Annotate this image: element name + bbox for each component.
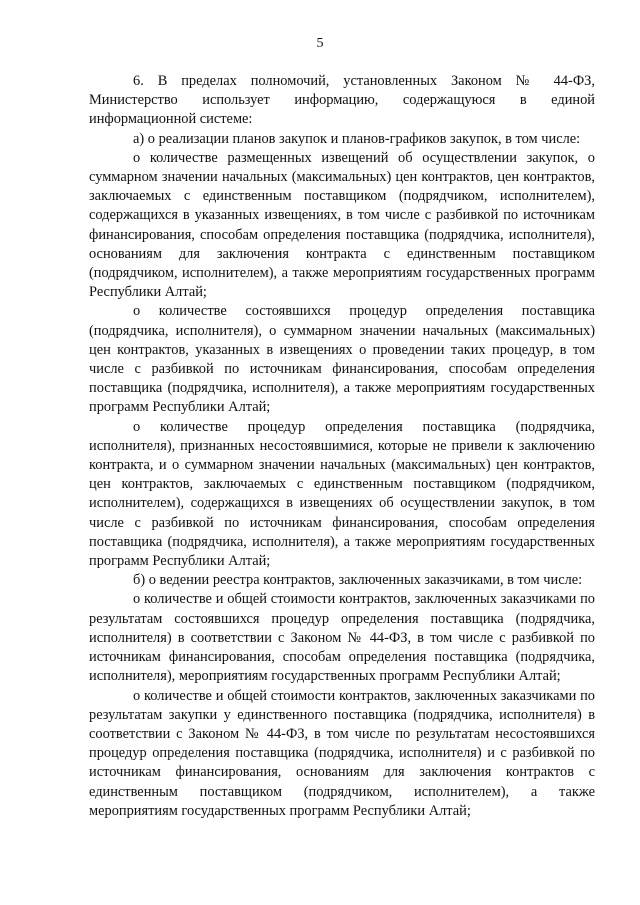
paragraph: о количестве и общей стоимости контрактов, заключенных заказчиками по результатам состоявшихся процедур определения поставщика (подрядчика, исполнителя) в соответствии с Законом № 44-ФЗ, в том числе с разбивкой по источникам финансирования, способам определения поставщика (подрядчика, исполнителя), мероприятиям государственных программ Республики Алтай; — [89, 591, 595, 685]
paragraph: о количестве состоявшихся процедур определения поставщика (подрядчика, исполнителя), о суммарном значении начальных (максимальных) цен контрактов, указанных в извещениях о проведении таких процедур, в том числе с разбивкой по источникам финансирования, способам определения поставщика (подрядчика, исполнителя), а также мероприятиям государственных программ Республики Алтай; — [89, 303, 595, 416]
paragraph: о количестве и общей стоимости контрактов, заключенных заказчиками по результатам закупки у единственного поставщика (подрядчика, исполнителя) в соответствии с Законом № 44-ФЗ, в том числе по результатам несостоявшихся процедур определения поставщика (подрядчика, исполнителя) и с разбивкой по источникам финансирования, основаниям для заключения контрактов с единственным поставщиком (подрядчиком, исполнителем), а также мероприятиям государственных программ Республики Алтай; — [89, 687, 595, 819]
paragraph: б) о ведении реестра контрактов, заключенных заказчиками, в том числе: — [133, 572, 583, 589]
paragraph: о количестве размещенных извещений об осуществлении закупок, о суммарном значении начальных (максимальных) цен контрактов, цен контрактов, заключаемых с единственным поставщиком (подрядчиком, исполнителем), содержащихся в указанных извещениях, в том числе с разбивкой по источникам финансирования, способам определения поставщика (подрядчика, исполнителя), основаниям для заключения контракта с единственным поставщиком (подрядчиком, исполнителем), а также мероприятиям государственных программ Республики Алтай; — [89, 149, 595, 301]
paragraph: а) о реализации планов закупок и планов-графиков закупок, в том числе: — [133, 130, 581, 147]
page-number: 5 — [316, 36, 324, 51]
document-body — [89, 72, 595, 821]
paragraph: 6. В пределах полномочий, установленных Законом № 44-ФЗ, Министерство использует информацию, содержащуюся в единой информационной системе: — [89, 73, 595, 128]
paragraph: о количестве процедур определения поставщика (подрядчика, исполнителя), признанных несостоявшимися, которые не привели к заключению контракта, и о суммарном значении начальных (максимальных) цен контрактов, цен контрактов, заключаемых с единственным поставщиком (подрядчиком, исполнителем), содержащихся в извещениях об осуществлении закупок, в том числе с разбивкой по источникам финансирования, способам определения поставщика (подрядчика, исполнителя), а также мероприятиям государственных программ Республики Алтай; — [89, 418, 595, 570]
